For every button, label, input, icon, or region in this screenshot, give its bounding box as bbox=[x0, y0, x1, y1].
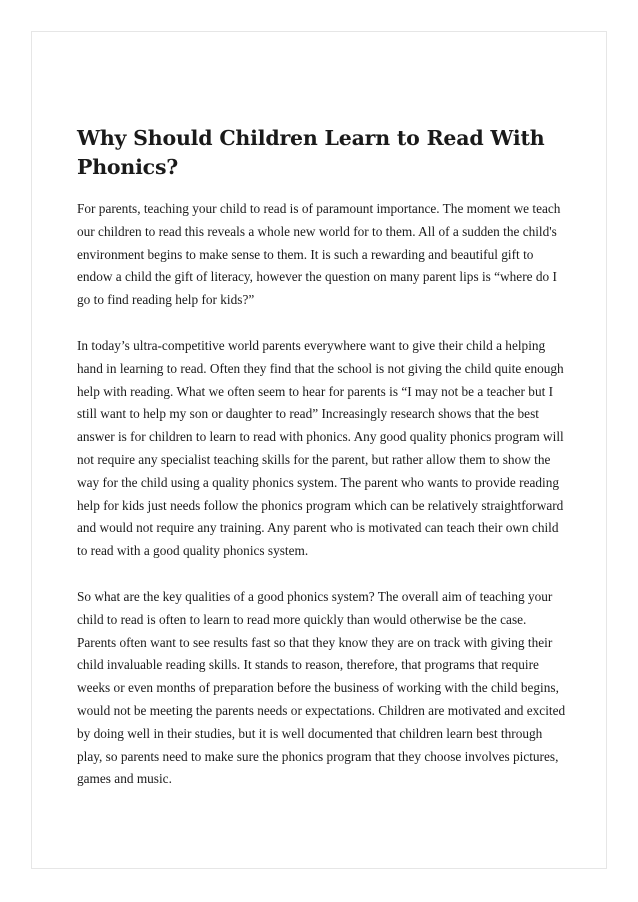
paragraph-1: For parents, teaching your child to read is of paramount importance. The moment we teach our children to read this reveals a whole new world for to them. All of a sudden the child's environment begins to make sense to them. It is such a rewarding and beautiful gift to endow a child the gift of literacy, however the question on many parent lips is “where do I go to find reading help for kids?” bbox=[77, 201, 561, 308]
paragraph-2: In today’s ultra-competitive world parents everywhere want to give their child a helping hand in learning to read. Often they find that the school is not giving the child quite enough help with reading. What we often seem to hear for parents is “I may not be a teacher but I still want to help my son or daughter to read” Increasingly research shows that the best answer is for children to learn to read with phonics. Any good quality phonics program will not require any specialist teaching skills for the parent, but rather allow them to show the way for the child using a quality phonics system. The parent who wants to provide reading help for kids just needs follow the phonics program which can be relatively straightforward and would not require any training. Any parent who is motivated can teach their own child to read with a good quality phonics system. bbox=[77, 337, 564, 559]
document-page bbox=[31, 31, 607, 869]
paragraph-3: So what are the key qualities of a good phonics system? The overall aim of teaching your child to read is often to learn to read more quickly than would otherwise be the case. Parents often want to see results fast so that they know they are on track with giving their child invaluable reading skills. It stands to reason, therefore, that programs that require weeks or even months of preparation before the business of working with the child begins, would not be meeting the parents needs or expectations. Children are motivated and excited by doing well in their studies, but it is well documented that children learn best through play, so parents need to make sure the phonics program that they choose involves pictures, games and music. bbox=[77, 588, 566, 787]
document-content bbox=[77, 124, 567, 814]
page-title: Why Should Children Learn to Read With Phonics? bbox=[77, 126, 545, 179]
